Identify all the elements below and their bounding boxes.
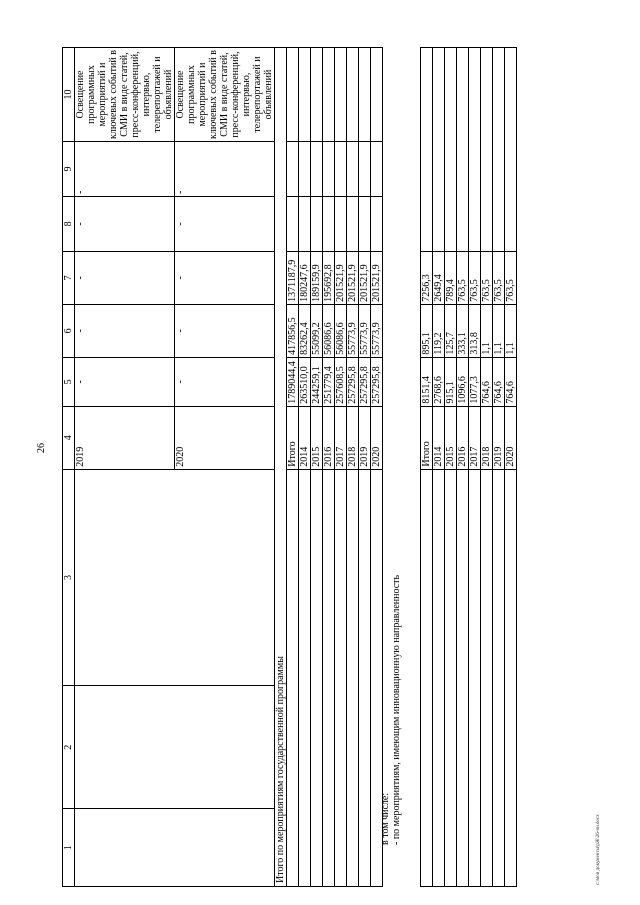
value-cell: 2649,4 bbox=[433, 251, 445, 304]
empty-cell bbox=[347, 48, 359, 142]
value-cell: 2768,6 bbox=[433, 357, 445, 406]
year-cell: 2018 bbox=[481, 406, 493, 469]
value-cell: 763,5 bbox=[469, 251, 481, 304]
year-cell: 2019 bbox=[359, 406, 371, 469]
table-row bbox=[469, 48, 481, 887]
empty-cell bbox=[469, 48, 481, 252]
header-cell: 1 bbox=[63, 809, 75, 887]
empty-cell bbox=[433, 48, 445, 252]
empty-cell bbox=[311, 469, 323, 886]
empty-cell bbox=[287, 142, 299, 197]
table-row bbox=[505, 48, 517, 887]
value-cell: - bbox=[175, 304, 275, 357]
empty-cell bbox=[445, 48, 457, 252]
value-cell: 763,5 bbox=[481, 251, 493, 304]
empty-cell bbox=[347, 196, 359, 251]
value-cell: - bbox=[75, 357, 175, 406]
empty-cell bbox=[75, 469, 275, 686]
empty-cell bbox=[311, 48, 323, 142]
empty-cell bbox=[335, 196, 347, 251]
header-cell: 7 bbox=[63, 251, 75, 304]
table-row bbox=[433, 48, 445, 887]
table-row bbox=[493, 48, 505, 887]
year-cell: 2018 bbox=[347, 406, 359, 469]
value-cell: 201521,9 bbox=[371, 251, 383, 304]
header-cell: 8 bbox=[63, 196, 75, 251]
value-cell: 333,1 bbox=[457, 304, 469, 357]
empty-cell bbox=[335, 142, 347, 197]
value-cell: - bbox=[175, 196, 275, 251]
value-cell: 125,7 bbox=[445, 304, 457, 357]
header-cell: 10 bbox=[63, 48, 75, 142]
year-cell: Итого bbox=[287, 406, 299, 469]
value-cell: 83262,4 bbox=[299, 304, 311, 357]
totals-row bbox=[287, 48, 299, 887]
value-cell: 251779,4 bbox=[323, 357, 335, 406]
value-cell: - bbox=[75, 251, 175, 304]
value-cell: 7256,3 bbox=[421, 251, 433, 304]
empty-cell bbox=[493, 469, 505, 886]
empty-cell bbox=[359, 142, 371, 197]
value-cell: - bbox=[175, 357, 275, 406]
value-cell: 763,5 bbox=[493, 251, 505, 304]
empty-cell bbox=[311, 142, 323, 197]
header-row bbox=[63, 48, 75, 887]
value-cell: - bbox=[175, 251, 275, 304]
empty-cell bbox=[323, 469, 335, 886]
value-cell: 56086,6 bbox=[335, 304, 347, 357]
empty-cell bbox=[421, 48, 433, 252]
year-cell: 2015 bbox=[311, 406, 323, 469]
year-cell: 2016 bbox=[457, 406, 469, 469]
value-cell: 257608,5 bbox=[335, 357, 347, 406]
empty-cell bbox=[335, 469, 347, 886]
year-cell: Итого bbox=[421, 406, 433, 469]
empty-cell bbox=[481, 48, 493, 252]
table-row bbox=[445, 48, 457, 887]
empty-cell bbox=[287, 196, 299, 251]
table-row bbox=[75, 48, 175, 887]
value-cell: - bbox=[75, 142, 175, 197]
header-cell: 9 bbox=[63, 142, 75, 197]
empty-cell bbox=[505, 469, 517, 886]
empty-cell bbox=[299, 469, 311, 886]
table-row bbox=[421, 48, 433, 887]
empty-cell bbox=[335, 48, 347, 142]
value-cell: 417856,5 bbox=[287, 304, 299, 357]
header-cell: 2 bbox=[63, 686, 75, 809]
empty-cell bbox=[505, 48, 517, 252]
empty-cell bbox=[457, 48, 469, 252]
value-cell: 915,1 bbox=[445, 357, 457, 406]
value-cell: 1,1 bbox=[481, 304, 493, 357]
year-cell: 2020 bbox=[371, 406, 383, 469]
value-cell: 263510,0 bbox=[299, 357, 311, 406]
empty-cell bbox=[299, 196, 311, 251]
value-cell: 56086,6 bbox=[323, 304, 335, 357]
empty-cell bbox=[469, 469, 481, 886]
empty-cell bbox=[299, 48, 311, 142]
empty-cell bbox=[323, 48, 335, 142]
total-label: Итого по мероприятиям государственной программы bbox=[275, 48, 287, 887]
value-cell: - bbox=[75, 304, 175, 357]
value-cell: 1096,6 bbox=[457, 357, 469, 406]
totals-row bbox=[311, 48, 323, 887]
value-cell: 1371187,9 bbox=[287, 251, 299, 304]
value-cell: 789,4 bbox=[445, 251, 457, 304]
header-cell: 4 bbox=[63, 406, 75, 469]
page-number: 26 bbox=[36, 443, 47, 453]
header-cell: 6 bbox=[63, 304, 75, 357]
value-cell: 201521,9 bbox=[335, 251, 347, 304]
empty-cell bbox=[359, 48, 371, 142]
header-cell: 3 bbox=[63, 469, 75, 686]
value-cell: 257295,8 bbox=[347, 357, 359, 406]
table-row bbox=[457, 48, 469, 887]
value-cell: 201521,9 bbox=[359, 251, 371, 304]
value-cell: 244259,1 bbox=[311, 357, 323, 406]
empty-cell bbox=[371, 48, 383, 142]
note bbox=[380, 575, 402, 845]
value-cell: 8151,4 bbox=[421, 357, 433, 406]
description-cell: Освещение программных мероприятий и ключевых событий в СМИ в виде статей, пресс-конференций, интервью, телерепортажей и объявлений bbox=[175, 48, 275, 142]
value-cell: 1,1 bbox=[493, 304, 505, 357]
totals-row bbox=[347, 48, 359, 887]
value-cell: 201521,9 bbox=[347, 251, 359, 304]
totals-row bbox=[359, 48, 371, 887]
value-cell: 55773,9 bbox=[347, 304, 359, 357]
empty-cell bbox=[311, 196, 323, 251]
empty-cell bbox=[493, 48, 505, 252]
value-cell: 763,5 bbox=[457, 251, 469, 304]
value-cell: 257295,8 bbox=[359, 357, 371, 406]
value-cell: - bbox=[75, 196, 175, 251]
value-cell: - bbox=[175, 142, 275, 197]
empty-cell bbox=[299, 142, 311, 197]
year-cell: 2020 bbox=[175, 406, 275, 469]
value-cell: 257295,8 bbox=[371, 357, 383, 406]
header-cell: 5 bbox=[63, 357, 75, 406]
totals-row bbox=[323, 48, 335, 887]
value-cell: 895,1 bbox=[421, 304, 433, 357]
empty-cell bbox=[323, 142, 335, 197]
totals-row bbox=[299, 48, 311, 887]
value-cell: 763,5 bbox=[505, 251, 517, 304]
value-cell: 1,1 bbox=[505, 304, 517, 357]
year-cell: 2019 bbox=[75, 406, 175, 469]
footer-path: c:\мои документы\рЖ\26-ни.docx bbox=[596, 814, 601, 885]
total-label-row bbox=[275, 48, 287, 887]
year-cell: 2020 bbox=[505, 406, 517, 469]
empty-cell bbox=[445, 469, 457, 886]
empty-cell bbox=[287, 469, 299, 886]
year-cell: 2014 bbox=[433, 406, 445, 469]
empty-cell bbox=[347, 469, 359, 886]
value-cell: 180247,6 bbox=[299, 251, 311, 304]
empty-cell bbox=[433, 469, 445, 886]
description-cell: Освещение программных мероприятий и ключевых событий в СМИ в виде статей, пресс-конференций, интервью, телерепортажей и объявлений bbox=[75, 48, 175, 142]
empty-cell bbox=[457, 469, 469, 886]
year-cell: 2015 bbox=[445, 406, 457, 469]
empty-cell bbox=[287, 48, 299, 142]
program-table bbox=[62, 47, 383, 887]
year-cell: 2014 bbox=[299, 406, 311, 469]
value-cell: 55099,2 bbox=[311, 304, 323, 357]
value-cell: 1077,3 bbox=[469, 357, 481, 406]
innovation-table bbox=[420, 47, 517, 887]
value-cell: 55773,9 bbox=[371, 304, 383, 357]
value-cell: 195692,8 bbox=[323, 251, 335, 304]
year-cell: 2016 bbox=[323, 406, 335, 469]
empty-cell bbox=[359, 469, 371, 886]
year-cell: 2019 bbox=[493, 406, 505, 469]
value-cell: 313,8 bbox=[469, 304, 481, 357]
year-cell: 2017 bbox=[335, 406, 347, 469]
empty-cell bbox=[359, 196, 371, 251]
table-row bbox=[481, 48, 493, 887]
value-cell: 1789044,4 bbox=[287, 357, 299, 406]
value-cell: 189159,9 bbox=[311, 251, 323, 304]
totals-row bbox=[335, 48, 347, 887]
note-line: в том числе: bbox=[380, 792, 391, 845]
empty-cell bbox=[421, 469, 433, 886]
value-cell: 764,6 bbox=[505, 357, 517, 406]
value-cell: 119,2 bbox=[433, 304, 445, 357]
empty-cell bbox=[323, 196, 335, 251]
empty-cell bbox=[347, 142, 359, 197]
empty-cell bbox=[481, 469, 493, 886]
note-line: - по мероприятиям, имеющим инновационную направленность bbox=[391, 574, 402, 845]
value-cell: 764,6 bbox=[493, 357, 505, 406]
empty-cell bbox=[75, 686, 275, 809]
year-cell: 2017 bbox=[469, 406, 481, 469]
empty-cell bbox=[371, 142, 383, 197]
empty-cell bbox=[371, 196, 383, 251]
value-cell: 764,6 bbox=[481, 357, 493, 406]
value-cell: 55773,9 bbox=[359, 304, 371, 357]
empty-cell bbox=[75, 809, 275, 887]
